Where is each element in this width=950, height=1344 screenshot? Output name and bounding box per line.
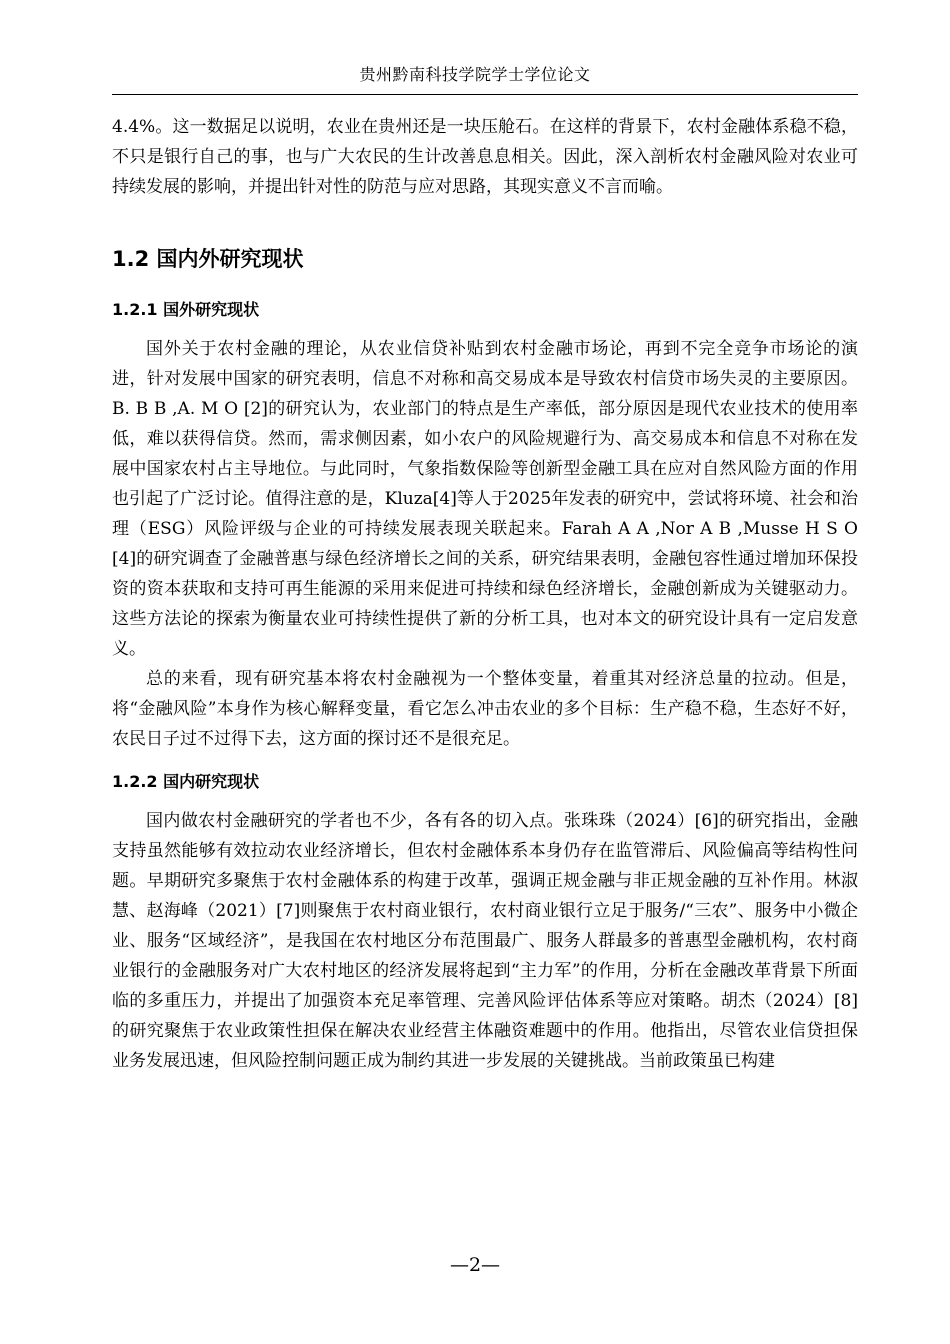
body-paragraph: 国内做农村金融研究的学者也不少，各有各的切入点。张珠珠（2024）[6]的研究指出，金融支持虽然能够有效拉动农业经济增长，但农村金融体系本身仍存在监管滞后、风险偏高等结构性问题。早期研究多聚焦于农村金融体系的构建于改革，强调正规金融与非正规金融的互补作用。林淑慧、赵海峰（2021）[7]则聚焦于农村商业银行，农村商业银行立足于服务/“三农”、服务中小微企业、服务“区域经济”，是我国在农村地区分布范围最广、服务人群最多的普惠型金融机构，农村商业银行的金融服务对广大农村地区的经济发展将起到“主力军”的作用，分析在金融改革背景下所面临的多重压力，并提出了加强资本充足率管理、完善风险评估体系等应对策略。胡杰（2024）[8]的研究聚焦于农业政策性担保在解决农业经营主体融资难题中的作用。他指出，尽管农业信贷担保业务发展迅速，但风险控制问题正成为制约其进一步发展的关键挑战。当前政策虽已构建	[112, 811, 858, 1071]
running-header: 贵州黔南科技学院学士学位论文	[359, 65, 591, 84]
page-body	[112, 112, 858, 1076]
intro-paragraph: 4.4%。这一数据足以说明，农业在贵州还是一块压舱石。在这样的背景下，农村金融体系稳不稳，不只是银行自己的事，也与广大农民的生计改善息息相关。因此，深入剖析农村金融风险对农业可持续发展的影响，并提出针对性的防范与应对思路，其现实意义不言而喻。	[112, 117, 858, 197]
header-rule	[112, 94, 858, 95]
section-heading-1-2-2: 1.2.2 国内研究现状	[112, 772, 260, 791]
page-number: —2—	[449, 1254, 501, 1276]
body-paragraph: 总的来看，现有研究基本将农村金融视为一个整体变量，着重其对经济总量的拉动。但是，将“金融风险”本身作为核心解释变量，看它怎么冲击农业的多个目标：生产稳不稳，生态好不好，农民日子过不过得下去，这方面的探讨还不是很充足。	[112, 669, 858, 749]
section-heading-1-2: 1.2 国内外研究现状	[112, 247, 304, 271]
body-paragraph: 国外关于农村金融的理论，从农业信贷补贴到农村金融市场论，再到不完全竞争市场论的演进，针对发展中国家的研究表明，信息不对称和高交易成本是导致农村信贷市场失灵的主要原因。B. B B ,A. M O [2]的研究认为，农业部门的特点是生产率低，部分原因是现代农业技术的使用率低，难以获得信贷。然而，需求侧因素，如小农户的风险规避行为、高交易成本和信息不对称在发展中国家农村占主导地位。与此同时，气象指数保险等创新型金融工具在应对自然风险方面的作用也引起了广泛讨论。值得注意的是，Kluza[4]等人于2025年发表的研究中，尝试将环境、社会和治理（ESG）风险评级与企业的可持续发展表现关联起来。Farah A A ,Nor A B ,Musse H S O [4]的研究调查了金融普惠与绿色经济增长之间的关系，研究结果表明，金融包容性通过增加环保投资的资本获取和支持可再生能源的采用来促进可持续和绿色经济增长，金融创新成为关键驱动力。这些方法论的探索为衡量农业可持续性提供了新的分析工具，也对本文的研究设计具有一定启发意义。	[112, 339, 858, 659]
section-heading-1-2-1: 1.2.1 国外研究现状	[112, 300, 260, 319]
